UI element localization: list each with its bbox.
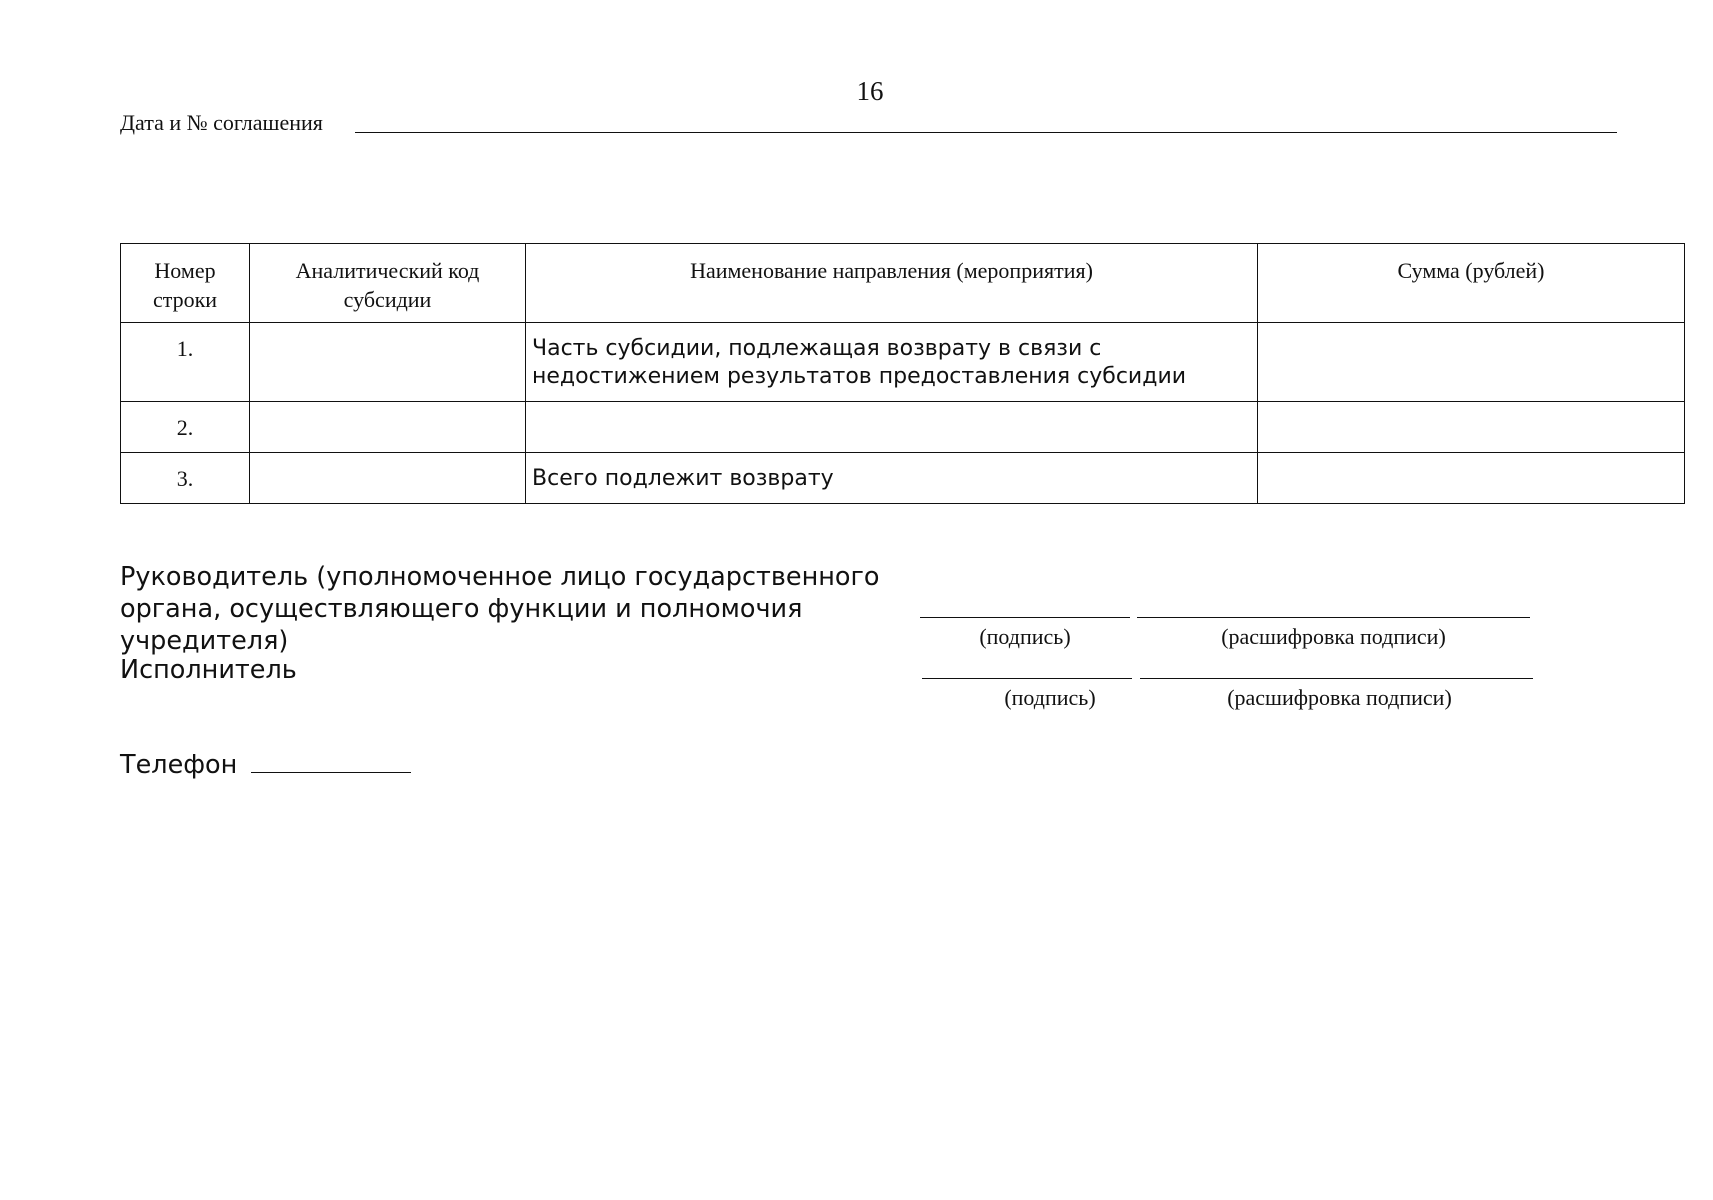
head-signature-caption: (подпись) <box>979 624 1071 649</box>
cell-sum[interactable] <box>1258 402 1685 453</box>
agreement-date-number-field[interactable] <box>355 132 1617 133</box>
cell-analytic-code[interactable] <box>250 453 526 504</box>
header-analytic-code: Аналитический код субсидии <box>250 244 526 323</box>
cell-analytic-code[interactable] <box>250 402 526 453</box>
table-row <box>121 453 1685 504</box>
phone-label: Телефон <box>120 750 238 780</box>
header-direction-name: Наименование направления (мероприятия) <box>526 244 1258 323</box>
page-number: 16 <box>856 76 884 106</box>
header-sum: Сумма (рублей) <box>1258 244 1685 323</box>
table-row <box>121 323 1685 402</box>
agreement-date-number-label: Дата и № соглашения <box>120 110 323 135</box>
executor-signature-line[interactable] <box>922 678 1132 679</box>
head-decoding-caption: (расшифровка подписи) <box>1221 624 1446 649</box>
cell-analytic-code[interactable] <box>250 323 526 402</box>
head-signature-decoding-line[interactable] <box>1137 617 1530 618</box>
phone-field[interactable] <box>251 750 411 773</box>
header-row-number: Номер строки <box>121 244 250 323</box>
cell-row-number: 1. <box>121 323 250 402</box>
cell-direction-name: Часть субсидии, подлежащая возврату в связи с недостижением результатов предоставления субсидии <box>526 323 1258 402</box>
subsidy-return-table <box>120 243 1685 504</box>
head-signature-line[interactable] <box>920 617 1130 618</box>
cell-direction-name[interactable] <box>526 402 1258 453</box>
executor-signature-decoding-line[interactable] <box>1140 678 1533 679</box>
cell-row-number: 2. <box>121 402 250 453</box>
executor-decoding-caption: (расшифровка подписи) <box>1227 685 1452 710</box>
phone-row <box>120 750 411 780</box>
table-row <box>121 402 1685 453</box>
table-header-row <box>121 244 1685 323</box>
cell-direction-name: Всего подлежит возврату <box>526 453 1258 504</box>
executor-signature-caption: (подпись) <box>1004 685 1096 710</box>
head-signatory-label: Руководитель (уполномоченное лицо государственного органа, осуществляющего функции и полномочия учредителя) <box>120 562 880 656</box>
cell-sum[interactable] <box>1258 453 1685 504</box>
executor-label: Исполнитель <box>120 655 297 685</box>
cell-sum[interactable] <box>1258 323 1685 402</box>
cell-row-number: 3. <box>121 453 250 504</box>
